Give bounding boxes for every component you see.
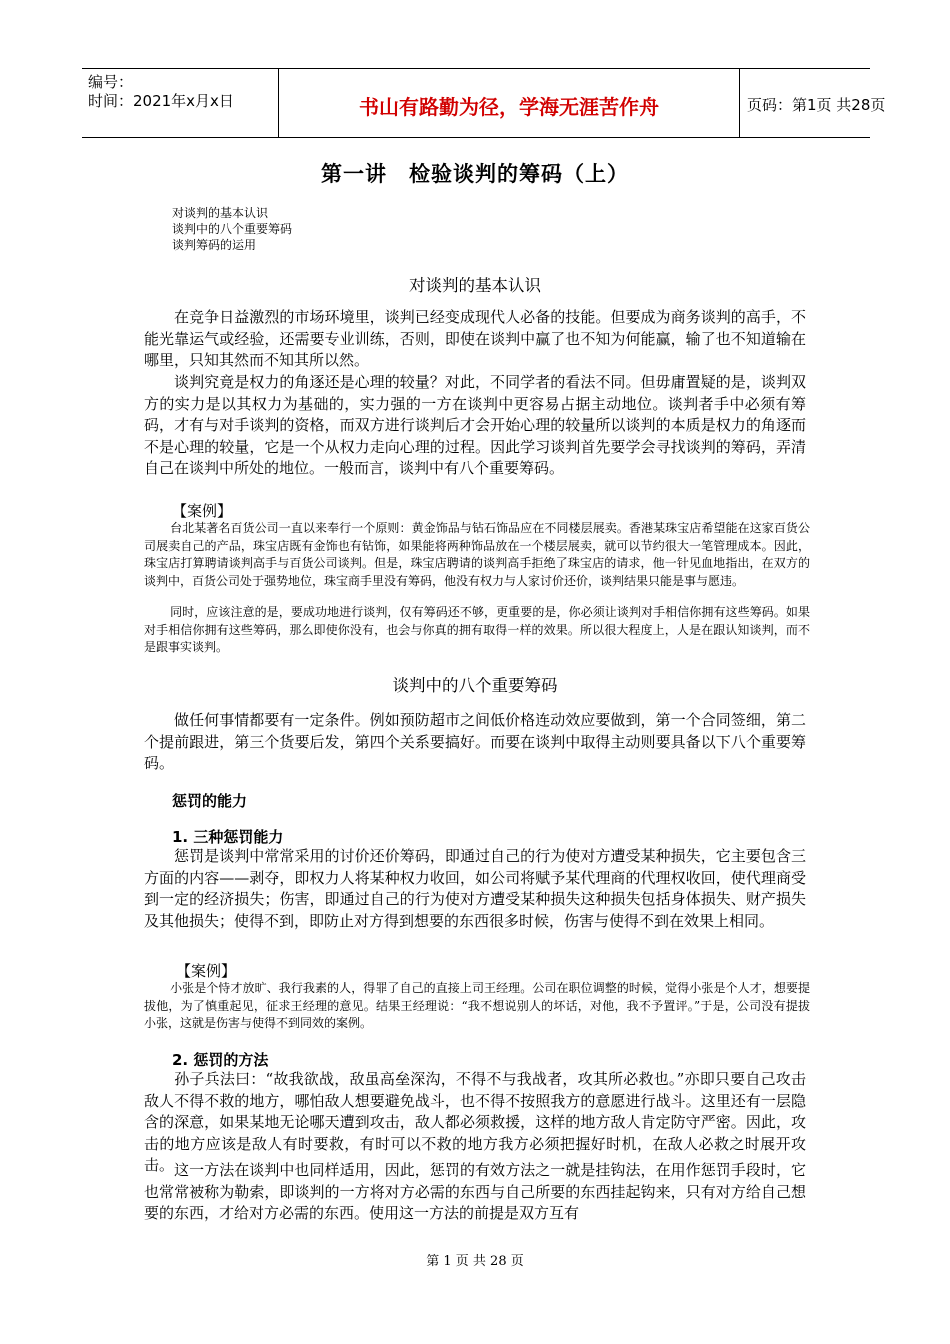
paragraph-text: 孙子兵法曰：“故我欲战，敌虽高垒深沟，不得不与我战者，攻其所必救也。”亦即只要自己攻击敌人不得不救的地方，哪怕敌人想要避免战斗，也不得不按照我方的意愿进行战斗。这里还有一层隐含的深意，如果某地无论哪天遭到攻击，敌人都必须救援，这样的地方敌人肯定防守严密。因此，攻击的地方应该是敌人有时要救，有时可以不救的地方我方必须把握好时机，在敌人必救之时展开攻击。 (144, 1070, 806, 1174)
section-heading: 对谈判的基本认识 (409, 276, 541, 295)
case-text (144, 604, 810, 657)
header-center-cell (278, 69, 740, 137)
page-title: 第一讲 检验谈判的筹码（上） (321, 162, 629, 186)
paragraph-text: 这一方法在谈判中也同样适用，因此，惩罚的有效方法之一就是挂钩法，在用作惩罚手段时，它也常常被称为勒索，即谈判的一方将对方必需的东西与自己所要的东西挂起钩来，只有对方给自己想要的东西，才给对方必需的东西。使用这一方法的前提是双方互有 (144, 1161, 806, 1222)
paragraph (144, 710, 806, 775)
paragraph-text: 做任何事情都要有一定条件。例如预防超市之间低价格连动效应要做到，第一个合同签细，第二个提前跟进，第三个货要后发，第四个关系要搞好。而要在谈判中取得主动则要具备以下八个重要筹码。 (144, 711, 806, 772)
case-text-body: 台北某著名百货公司一直以来奉行一个原则：黄金饰品与钻石饰品应在不同楼层展卖。香港某珠宝店希望能在这家百货公司展卖自己的产品，珠宝店既有金饰也有钻饰，如果能将两种饰品放在一个楼层展卖，就可以节约很大一笔管理成本。因此，珠宝店打算聘请谈判高手与百货公司谈判。但是，珠宝店聘请的谈判高手拒绝了珠宝店的请求，他一针见血地指出，在双方的谈判中，百货公司处于强势地位，珠宝商手里没有筹码，他没有权力与人家讨价还价，谈判结果只能是事与愿违。 (144, 521, 810, 588)
case-label: 【案例】 (176, 962, 237, 980)
paragraph (144, 846, 806, 932)
paragraph (144, 307, 806, 372)
page-footer: 第 1 页 共 28 页 (426, 1254, 524, 1269)
code-label: 编号： (88, 73, 134, 91)
case-text (144, 980, 810, 1033)
paragraph-text: 在竞争日益激烈的市场环境里，谈判已经变成现代人必备的技能。但要成为商务谈判的高手，不能光靠运气或经验，还需要专业训练，否则，即使在谈判中赢了也不知为何能赢，输了也不知道输在哪里，只知其然而不知其所以然。 (144, 308, 806, 369)
toc-item: 谈判中的八个重要筹码 (172, 222, 293, 236)
paragraph (144, 372, 806, 480)
item-title: 2. 惩罚的方法 (172, 1051, 269, 1069)
header-right-cell (739, 69, 886, 137)
document-header (82, 68, 886, 138)
page-info: 页码：第1页 共28页 (747, 96, 886, 114)
toc-item: 对谈判的基本认识 (172, 206, 269, 220)
case-text-body: 同时，应该注意的是，要成功地进行谈判，仅有筹码还不够，更重要的是，你必须让谈判对手相信你拥有这些筹码。如果对手相信你拥有这些筹码，那么即使你没有，也会与你真的拥有取得一样的效果。所以很大程度上，人是在跟认知谈判，而不是跟事实谈判。 (144, 605, 810, 654)
case-label: 【案例】 (172, 502, 233, 520)
header-left-cell (82, 69, 278, 137)
date-label: 时间：2021年x月x日 (88, 92, 234, 110)
item-title: 1. 三种惩罚能力 (172, 828, 284, 846)
toc-item: 谈判筹码的运用 (172, 238, 257, 252)
motto: 书山有路勤为径，学海无涯苦作舟 (359, 95, 659, 119)
sub-heading: 惩罚的能力 (172, 792, 248, 810)
case-text-body: 小张是个恃才放旷、我行我素的人，得罪了自己的直接上司王经理。公司在职位调整的时候，觉得小张是个人才，想要提拔他，为了慎重起见，征求王经理的意见。结果王经理说：“我不想说别人的坏话，对他，我不予置评。”于是，公司没有提拔小张，这就是伤害与使得不到同效的案例。 (144, 981, 810, 1030)
case-text (144, 520, 810, 590)
paragraph (144, 1160, 806, 1225)
paragraph-text: 谈判究竟是权力的角逐还是心理的较量？对此，不同学者的看法不同。但毋庸置疑的是，谈判双方的实力是以其权力为基础的，实力强的一方在谈判中更容易占据主动地位。谈判者手中必须有筹码，才有与对手谈判的资格，而双方进行谈判后才会开始心理的较量所以谈判的本质是权力的角逐而不是心理的较量，它是一个从权力走向心理的过程。因此学习谈判首先要学会寻找谈判的筹码，弄清自己在谈判中所处的地位。一般而言，谈判中有八个重要筹码。 (144, 373, 806, 477)
section-heading: 谈判中的八个重要筹码 (392, 676, 558, 695)
paragraph-text: 惩罚是谈判中常常采用的讨价还价筹码，即通过自己的行为使对方遭受某种损失，它主要包含三方面的内容——剥夺，即权力人将某种权力收回，如公司将赋予某代理商的代理权收回，使代理商受到一定的经济损失；伤害，即通过自己的行为使对方遭受某种损失这种损失包括身体损失、财产损失及其他损失；使得不到，即防止对方得到想要的东西很多时候，伤害与使得不到在效果上相同。 (144, 847, 806, 930)
